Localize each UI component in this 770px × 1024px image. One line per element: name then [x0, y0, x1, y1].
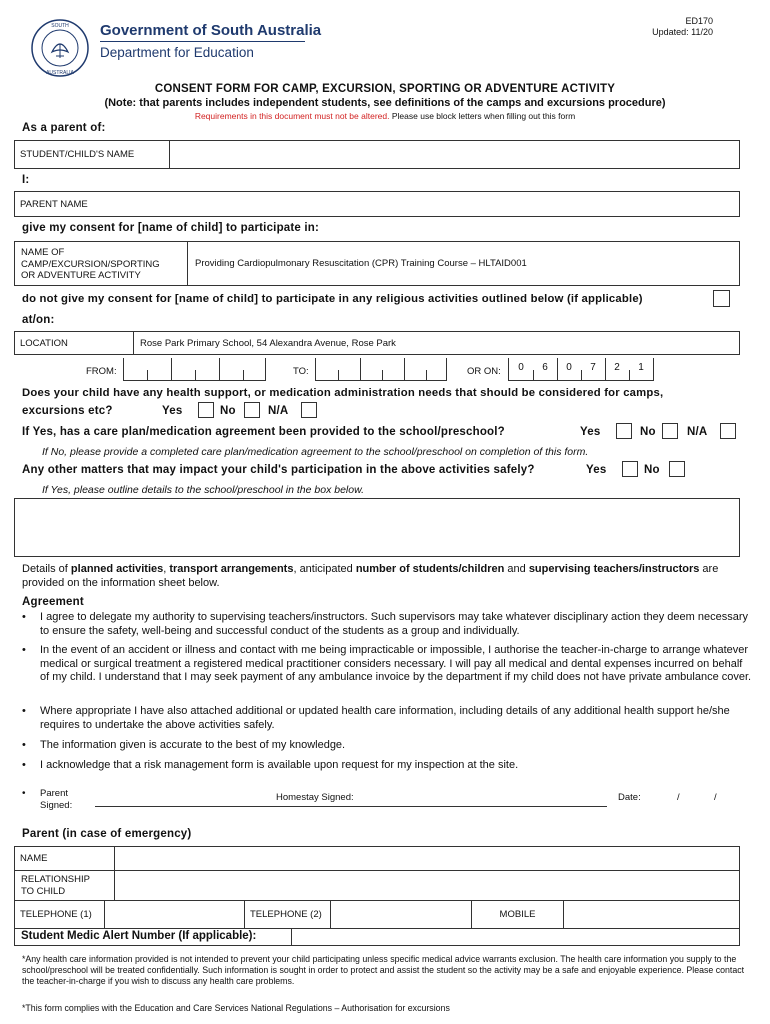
mobile-label: MOBILE	[499, 909, 536, 920]
location-field[interactable]: Rose Park Primary School, 54 Alexandra Avenue, Rose Park	[140, 337, 396, 349]
if-yes-outline-instruction: If Yes, please outline details to the school/preschool in the box below.	[42, 484, 365, 496]
telephone1-field[interactable]	[105, 901, 245, 928]
agreement-title: Agreement	[22, 596, 84, 608]
telephone2-field[interactable]	[331, 901, 471, 928]
form-code: ED170	[685, 16, 713, 26]
health-yes-checkbox[interactable]	[198, 402, 214, 418]
relationship-field[interactable]	[115, 871, 739, 900]
health-na-label: N/A	[268, 405, 289, 417]
careplan-no-label: No	[640, 426, 656, 438]
as-parent-of-label: As a parent of:	[22, 122, 106, 134]
no-consent-label: do not give my consent for [name of child] to participate in any religious activities outlined below (if applicable)	[22, 293, 643, 305]
homestay-signed-label: Homestay Signed:	[276, 792, 354, 803]
medic-alert-field[interactable]	[292, 929, 739, 945]
student-name-field[interactable]	[170, 141, 739, 168]
emergency-name-label: NAME	[20, 853, 48, 864]
activity-row	[14, 241, 740, 286]
location-row	[14, 331, 740, 355]
updated-date: Updated: 11/20	[652, 27, 713, 37]
department-name: Department for Education	[100, 45, 254, 60]
or-on-digit: 7	[590, 362, 596, 373]
medic-alert-label: Student Medic Alert Number (If applicable):	[21, 930, 257, 942]
agreement-item: • In the event of an accident or illness and contact with me being impracticable or impossible, I authorise the teacher-in-charge to arrange whatever medical or surgical treatment a registered medical practitioner considers necessary. I will pay all medical and dental expenses incurred on behalf of my child. I understand that I may seek payment of any ambulance invoice by the department if my child does not have private ambulance cover.	[22, 644, 752, 683]
org-name: Government of South Australia	[100, 22, 322, 39]
careplan-no-checkbox[interactable]	[662, 423, 678, 439]
location-label: LOCATION	[20, 337, 68, 349]
at-on-label: at/on:	[22, 314, 55, 326]
or-on-label: OR ON:	[467, 366, 501, 377]
other-matters-question: Any other matters that may impact your child's participation in the above activities safely?	[22, 464, 535, 476]
parent-name-label: PARENT NAME	[20, 198, 88, 210]
emergency-name-field[interactable]	[115, 847, 739, 870]
date-separator: /	[714, 792, 717, 803]
relationship-label: RELATIONSHIP TO CHILD	[21, 874, 90, 897]
other-no-label: No	[644, 464, 660, 476]
medic-alert-row	[14, 928, 740, 946]
careplan-yes-checkbox[interactable]	[616, 423, 632, 439]
i-label: I:	[22, 174, 30, 186]
agreement-item: • I agree to delegate my authority to supervising teachers/instructors. Such supervisors may take whatever disciplinary action they deem necessary to ensure the safety, well-being and successful conduct of the students as a group and individually.	[22, 611, 749, 637]
health-no-checkbox[interactable]	[244, 402, 260, 418]
to-date-field[interactable]	[315, 358, 447, 381]
careplan-na-label: N/A	[687, 426, 708, 438]
activity-label: NAME OF CAMP/EXCURSION/SPORTING OR ADVENTURE ACTIVITY	[21, 247, 160, 281]
or-on-digit: 0	[566, 362, 572, 373]
date-label: Date:	[618, 792, 641, 803]
or-on-date-field[interactable]	[508, 358, 654, 381]
svg-text:AUSTRALIA: AUSTRALIA	[46, 70, 74, 76]
other-yes-checkbox[interactable]	[622, 461, 638, 477]
other-no-checkbox[interactable]	[669, 461, 685, 477]
emergency-title: Parent (in case of emergency)	[22, 828, 192, 840]
health-yes-label: Yes	[162, 405, 183, 417]
footnote-regulations: *This form complies with the Education and Care Services National Regulations – Authorisation for excursions	[22, 1003, 450, 1013]
or-on-digit: 2	[614, 362, 620, 373]
to-label: TO:	[293, 366, 309, 377]
careplan-na-checkbox[interactable]	[720, 423, 736, 439]
details-textarea[interactable]	[14, 498, 740, 557]
emergency-table	[14, 846, 740, 929]
from-label: FROM:	[86, 366, 117, 377]
signature-bullet: •	[22, 788, 26, 799]
health-question-line2: excursions etc?	[22, 405, 113, 417]
requirements-note	[0, 111, 770, 121]
or-on-digit: 1	[638, 362, 644, 373]
mobile-field[interactable]	[564, 901, 739, 928]
form-title: CONSENT FORM FOR CAMP, EXCURSION, SPORTING OR ADVENTURE ACTIVITY	[154, 83, 616, 95]
parent-name-row	[14, 191, 740, 217]
careplan-yes-label: Yes	[580, 426, 601, 438]
careplan-question: If Yes, has a care plan/medication agreement been provided to the school/preschool?	[22, 426, 505, 438]
details-paragraph: Details of planned activities, transport arrangements, anticipated number of students/children and supervising teachers/instructors are provided on the information sheet below.	[22, 563, 719, 589]
religious-checkbox[interactable]	[713, 290, 730, 307]
telephone2-label: TELEPHONE (2)	[250, 909, 322, 920]
agreement-item: • I acknowledge that a risk management form is available upon request for my inspection at the site.	[22, 759, 519, 771]
parent-signature-line[interactable]	[95, 806, 607, 807]
government-seal	[30, 18, 90, 78]
footnote-health-info: *Any health care information provided is not intended to prevent your child participating unless specific medical advice warrants exclusion. The health care information you supply to the school/preschool will be treated confidentially. Such information is sought in order to protect and assist the student so the activity may be a safe and enjoyable experience. Please contact the teacher-in-charge if you wish to discuss any health care problems.	[22, 954, 745, 986]
telephone1-label: TELEPHONE (1)	[20, 909, 92, 920]
svg-text:SOUTH: SOUTH	[51, 23, 69, 29]
form-subtitle: (Note: that parents includes independent students, see definitions of the camps and excursions procedure)	[104, 97, 666, 109]
from-date-field[interactable]	[123, 358, 266, 381]
health-na-checkbox[interactable]	[301, 402, 317, 418]
health-question-line1: Does your child have any health support, or medication administration needs that should be considered for camps,	[22, 387, 664, 399]
agreement-item: • Where appropriate I have also attached additional or updated health care information, including details of any additional health support he/she requires to undertake the above activities safely.	[22, 705, 730, 731]
date-separator: /	[677, 792, 680, 803]
activity-field[interactable]: Providing Cardiopulmonary Resuscitation (CPR) Training Course – HLTAID001	[195, 258, 527, 269]
parent-name-field[interactable]	[145, 192, 739, 216]
other-yes-label: Yes	[586, 464, 607, 476]
or-on-digit: 0	[518, 362, 524, 373]
health-no-label: No	[220, 405, 236, 417]
or-on-digit: 6	[542, 362, 548, 373]
student-name-label: STUDENT/CHILD'S NAME	[20, 149, 135, 160]
give-consent-label: give my consent for [name of child] to participate in:	[22, 222, 320, 234]
if-no-instruction: If No, please provide a completed care plan/medication agreement to the school/preschool on completion of this form.	[42, 446, 589, 458]
student-name-row	[14, 140, 740, 169]
parent-signed-label: Parent Signed:	[40, 788, 73, 811]
agreement-item: • The information given is accurate to the best of my knowledge.	[22, 739, 346, 751]
requirements-black: Please use block letters when filling out this form	[391, 111, 576, 121]
requirements-red: Requirements in this document must not be altered.	[194, 111, 390, 121]
header-divider	[100, 41, 305, 42]
